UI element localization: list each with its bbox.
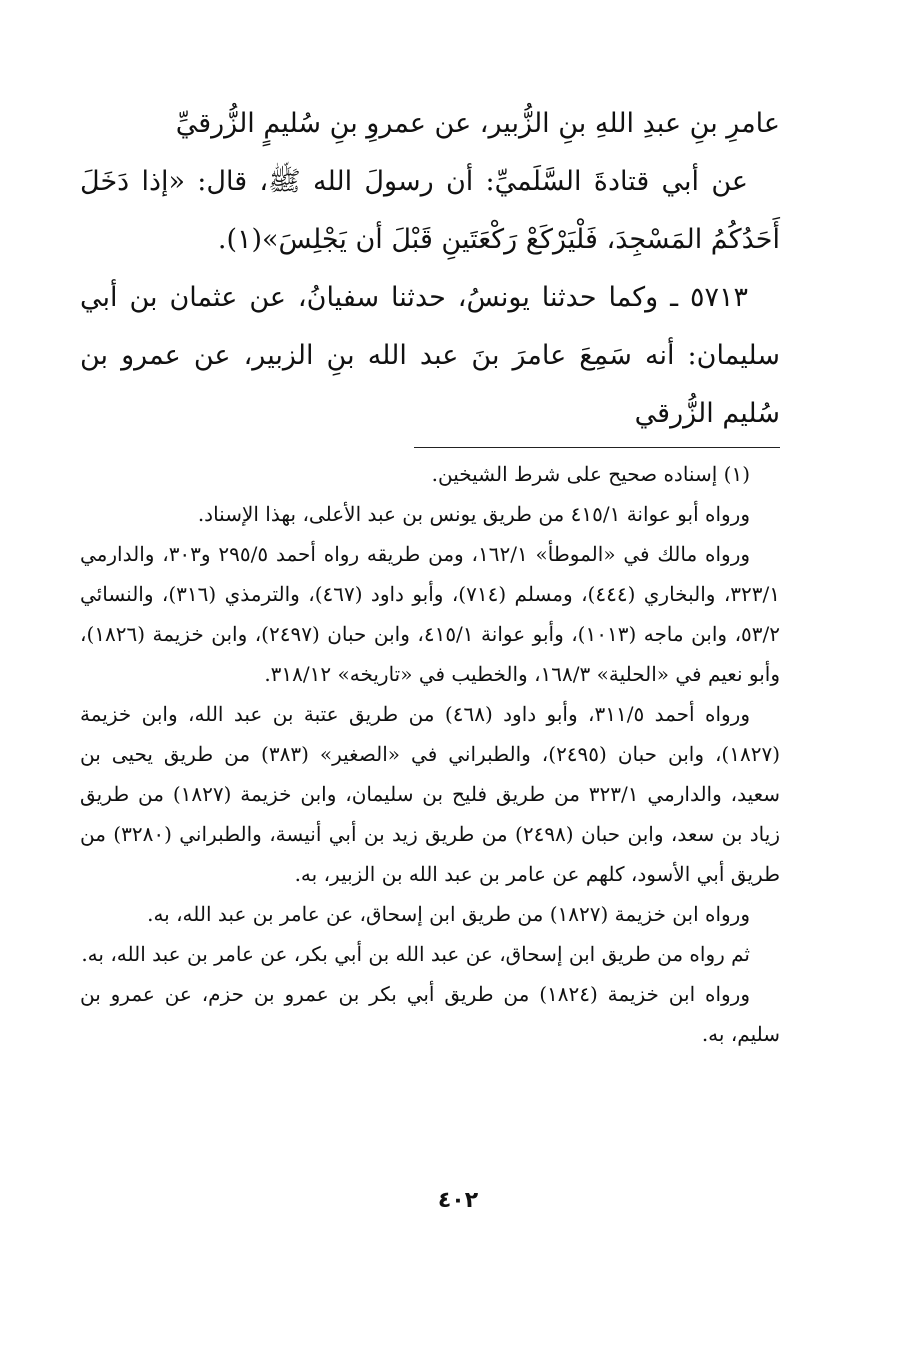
footnote-paragraph: ورواه أحمد ٣١١/٥، وأبو داود (٤٦٨) من طريق عتبة بن عبد الله، وابن خزيمة (١٨٢٧)، وابن حبان (٢٤٩٥)، والطبراني في «الصغير» (٣٨٣) من طريق يحيى بن سعيد، والدارمي ٣٢٣/١ من طريق فليح بن سليمان، وابن خزيمة (١٨٢٧) من طريق زياد بن سعد، وابن حبان (٢٤٩٨) من طريق زيد بن أبي أنيسة، والطبراني (٣٢٨٠) من طريق أبي الأسود، كلهم عن عامر بن عبد الله بن الزبير، به. xyxy=(80,702,781,886)
footnote-paragraph: ورواه مالك في «الموطأ» ١٦٢/١، ومن طريقه رواه أحمد ٢٩٥/٥ و٣٠٣، والدارمي ٣٢٣/١، والبخاري (٤٤٤)، ومسلم (٧١٤)، وأبو داود (٤٦٧)، والترمذي (٣١٦)، والنسائي ٥٣/٢، وابن ماجه (١٠١٣)، وأبو عوانة ٤١٥/١، وابن حبان (٢٤٩٧)، وابن خزيمة (١٨٢٦)، وأبو نعيم في «الحلية» ١٦٨/٣، والخطيب في «تاريخه» ٣١٨/١٢. xyxy=(80,542,780,686)
footnote-paragraph: ورواه ابن خزيمة (١٨٢٧) من طريق ابن إسحاق، عن عامر بن عبد الله، به. xyxy=(147,902,750,926)
main-hadith-text: عن أبي قتادةَ السَّلَميِّ: أن رسولَ الله ﷺ، قال: «إذا دَخَلَ أَحَدُكُمُ المَسْجِدَ، فَلْيَرْكَعْ رَكْعَتَينِ قَبْلَ أن يَجْلِسَ»(١). xyxy=(80,166,780,255)
main-hadith-5713: ٥٧١٣ ـ وكما حدثنا يونسُ، حدثنا سفيانُ، عن عثمان بن أبي سليمان: أنه سَمِعَ عامرَ بنَ عبد الله بنِ الزبير، عن عمرو بن سُليم الزُّرقي xyxy=(80,282,780,429)
footnote-paragraph: ورواه ابن خزيمة (١٨٢٤) من طريق أبي بكر بن عمرو بن حزم، عن عمرو بن سليم، به. xyxy=(80,982,780,1046)
page-number: ٤٠٢ xyxy=(437,1188,479,1213)
footnote-divider xyxy=(414,447,780,448)
footnote-paragraph: ورواه أبو عوانة ٤١٥/١ من طريق يونس بن عبد الأعلى، بهذا الإسناد. xyxy=(197,502,750,526)
footnote-paragraph: ثم رواه من طريق ابن إسحاق، عن عبد الله بن أبي بكر، عن عامر بن عبد الله، به. xyxy=(81,942,750,966)
footnotes xyxy=(80,454,780,1054)
page-body xyxy=(80,95,780,1054)
main-text xyxy=(80,95,780,443)
footnote-1: (١) إسناده صحيح على شرط الشيخين. xyxy=(431,462,750,486)
main-line-continuation: عامرِ بنِ عبدِ اللهِ بنِ الزُّبير، عن عمروِ بنِ سُليمٍ الزُّرقيِّ xyxy=(175,108,780,139)
